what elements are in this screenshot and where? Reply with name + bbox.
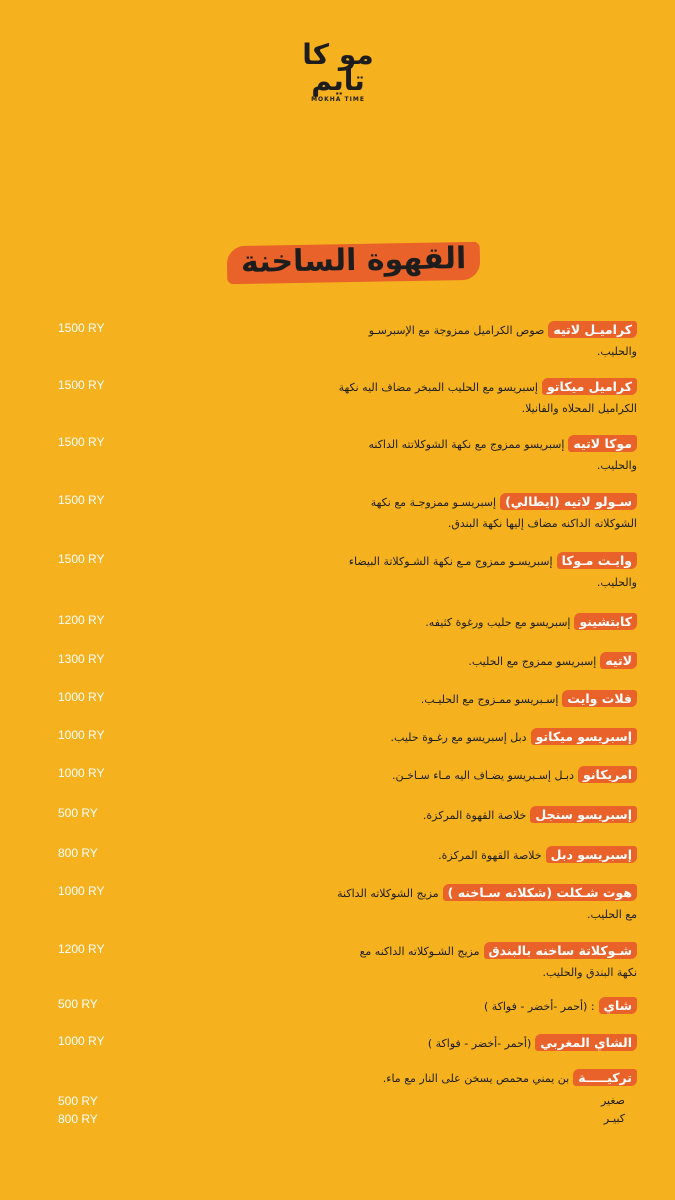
menu-item-description: خلاصة القهوة المركزة. xyxy=(438,849,542,862)
menu-item-description: دبل إسبريسو مع رغـوة حليب. xyxy=(390,731,527,744)
menu-item-name: تركيـــــة xyxy=(573,1069,637,1086)
menu-item-description: إسبريسو مع الحليب المبخر مضاف اليه نكهة الكراميل المحلاه والفانيلا. xyxy=(338,381,637,415)
menu-item-name: إسبريسو دبل xyxy=(546,846,637,863)
menu-item-description-block xyxy=(337,492,637,534)
menu-item-description: مزيج الشـوكلاته الداكنه مع نكهة البندق والحليب. xyxy=(359,945,637,979)
menu-item-description-block xyxy=(337,434,637,476)
menu-item-price: 1200 RY xyxy=(58,613,105,627)
menu-item-description-block xyxy=(337,377,637,419)
menu-item-description-block xyxy=(337,1033,637,1054)
menu-item-description-block xyxy=(337,883,637,925)
size-price-small: 500 RY xyxy=(58,1094,98,1108)
menu-item-description: إسبريسـو ممزوج مـع نكهة الشـوكلاتة البيضاء والحليب. xyxy=(348,555,637,589)
menu-item-price: 500 RY xyxy=(58,806,98,820)
menu-item-description-block xyxy=(337,689,637,710)
menu-item-description-block xyxy=(337,651,637,672)
brand-logo xyxy=(298,38,378,142)
menu-item-name: كراميـل لاتيه xyxy=(548,321,637,338)
menu-item-name: شاي xyxy=(599,997,637,1014)
menu-item-description-block xyxy=(337,996,637,1017)
menu-item-price: 1000 RY xyxy=(58,1034,105,1048)
menu-item-price: 1300 RY xyxy=(58,652,105,666)
menu-item-name: شـوكلاتة ساخنه بالبندق xyxy=(484,942,638,959)
menu-item-description-block xyxy=(337,1068,637,1089)
menu-item-description: صوص الكراميل ممزوجة مع الإسبرسـو والحليب. xyxy=(368,324,637,358)
menu-item-name: لاتيه xyxy=(600,652,637,669)
menu-item-description: إسبريسو ممزوج مع الحليب. xyxy=(468,655,597,668)
menu-item-description-block xyxy=(337,941,637,983)
section-title-text: القهوة الساخنة xyxy=(240,240,467,280)
menu-item-price: 1500 RY xyxy=(58,493,105,507)
menu-item-name: وايـت مـوكا xyxy=(557,552,637,569)
menu-item-description-block xyxy=(337,551,637,593)
menu-item-name: إسبريسو ميكاتو xyxy=(531,728,637,745)
menu-item-price: 1200 RY xyxy=(58,942,105,956)
menu-item-price: 1000 RY xyxy=(58,728,105,742)
menu-item-price: 1000 RY xyxy=(58,690,105,704)
menu-item-price: 1500 RY xyxy=(58,321,105,335)
menu-item-name: هوت شـكلت (شكلاته سـاخنه ) xyxy=(443,884,637,901)
menu-item-description-block xyxy=(337,765,637,786)
menu-item-description: إسبريسو ممزوج مع نكهة الشوكلاتته الداكنه والحليب. xyxy=(368,438,637,472)
size-label-large: كبيـر xyxy=(603,1112,625,1125)
turkish-size-labels xyxy=(601,1092,625,1128)
menu-item-description-block xyxy=(337,320,637,362)
menu-item-price: 800 RY xyxy=(58,846,98,860)
menu-item-description-block xyxy=(337,845,637,866)
menu-item-price: 1000 RY xyxy=(58,766,105,780)
menu-item-description: بن يمني محمص يسخن على النار مع ماء. xyxy=(382,1072,570,1085)
menu-item-description-block xyxy=(337,805,637,826)
logo-mark: مو كا تايم xyxy=(302,38,374,97)
menu-item-description: : (أحمر -أخضر - فواكة ) xyxy=(483,1000,595,1013)
size-price-large: 800 RY xyxy=(58,1112,98,1126)
size-label-small: صغير xyxy=(600,1094,625,1107)
menu-item-name: الشاي المغربي xyxy=(535,1034,637,1051)
section-title xyxy=(226,242,480,284)
menu-item-description-block xyxy=(337,727,637,748)
menu-item-name: سـولو لاتيه (ايطالي) xyxy=(500,493,637,510)
menu-item-name: امريكانو xyxy=(578,766,637,783)
menu-item-name: كراميل ميكاتو xyxy=(542,378,637,395)
menu-item-price: 1500 RY xyxy=(58,435,105,449)
menu-item-description: دبـل إسـبريسو يضـاف اليه مـاء سـاخـن. xyxy=(392,769,574,782)
logo-text: MOKHA TIME xyxy=(311,96,365,103)
menu-item-description: إسبريسو مع حليب ورغوة كثيفه. xyxy=(425,616,571,629)
menu-item-price: 1000 RY xyxy=(58,884,105,898)
menu-item-description: مزيج الشوكلاته الداكنة مع الحليب. xyxy=(337,887,637,921)
menu-item-price: 1500 RY xyxy=(58,552,105,566)
menu-item-description-block xyxy=(337,612,637,633)
menu-item-price: 500 RY xyxy=(58,997,98,1011)
menu-item-name: فلات وايت xyxy=(562,690,637,707)
menu-item-name: موكا لاتيه xyxy=(568,435,637,452)
menu-item-price: 1500 RY xyxy=(58,378,105,392)
menu-item-description: (أحمر -أخضر - فواكة ) xyxy=(427,1037,532,1050)
menu-item-description: إسبريسـو ممزوجـة مع نكهة الشوكلاته الداكنه مضاف إليها نكهة البندق. xyxy=(370,496,637,530)
menu-item-description: إسـبريسو ممـزوج مع الحليـب. xyxy=(420,693,559,706)
turkish-size-prices xyxy=(58,1092,98,1128)
menu-item-name: إسبريسو سنجل xyxy=(530,806,637,823)
menu-item-name: كابتشينو xyxy=(574,613,637,630)
menu-item-description: خلاصة القهوة المركزة. xyxy=(422,809,527,822)
